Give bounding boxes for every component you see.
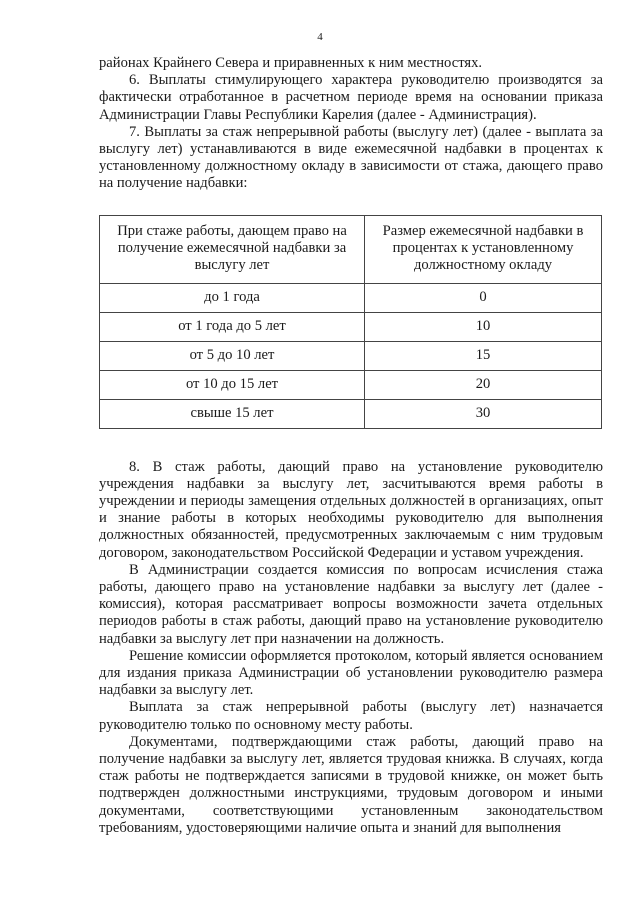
paragraph-main-workplace: Выплата за стаж непрерывной работы (выслугу лет) назначается руководителю только по основному месту работы. xyxy=(99,699,603,733)
paragraph-commission: В Администрации создается комиссия по вопросам исчисления стажа работы, дающего право на установление надбавки за выслугу лет (далее - комиссия), которая рассматривает вопросы возможности зачета отдельных периодов работы в стаж работы, дающий право на установление руководителю надбавки за выслугу лет при назначении на должность. xyxy=(99,561,603,647)
cell-percent: 30 xyxy=(365,399,602,428)
cell-period: от 5 до 10 лет xyxy=(100,341,365,370)
paragraph-documents: Документами, подтверждающими стаж работы, дающий право на получение надбавки за выслугу лет, является трудовая книжка. В случаях, когда стаж работы не подтверждается записями в трудовой книжке, он может быть подтвержден должностными инструкциями, трудовым договором и иными документами, соответствующими установленным законодательством требованиям, удостоверяющими наличие опыта и знаний для выполнения xyxy=(99,733,603,836)
cell-period: до 1 года xyxy=(100,283,365,312)
paragraph-8: 8. В стаж работы, дающий право на установление руководителю учреждения надбавки за выслугу лет, засчитываются время работы в учреждении и периоды замещения отдельных должностей в организациях, опыт и знание работы в которых необходимы руководителю для выполнения должностных обязанностей, предусмотренных заключаемым с ним трудовым договором, законодательством Российской Федерации и уставом учреждения. xyxy=(99,458,603,561)
table-row xyxy=(100,399,602,428)
table-row xyxy=(100,312,602,341)
header-seniority: При стаже работы, дающем право на получение ежемесячной надбавки за выслугу лет xyxy=(100,215,365,283)
table-row xyxy=(100,283,602,312)
page-number: 4 xyxy=(317,31,323,43)
paragraph-6: 6. Выплаты стимулирующего характера руководителю производятся за фактически отработанное в расчетном периоде время на основании приказа Администрации Главы Республики Карелия (далее - Администрация). xyxy=(99,72,603,123)
seniority-bonus-table xyxy=(99,215,602,429)
paragraph-decision: Решение комиссии оформляется протоколом, который является основанием для издания приказа Администрации об установлении руководителю размера надбавки за выслугу лет. xyxy=(99,647,603,699)
table-header-row xyxy=(100,215,602,283)
paragraph-continuation: районах Крайнего Севера и приравненных к ним местностях. xyxy=(99,55,483,71)
cell-period: от 1 года до 5 лет xyxy=(100,312,365,341)
cell-percent: 0 xyxy=(365,283,602,312)
cell-percent: 20 xyxy=(365,370,602,399)
table-row xyxy=(100,370,602,399)
cell-period: свыше 15 лет xyxy=(100,399,365,428)
table-row xyxy=(100,341,602,370)
paragraph-7: 7. Выплаты за стаж непрерывной работы (выслугу лет) (далее - выплата за выслугу лет) устанавливаются в виде ежемесячной надбавки в процентах к установленному должностному окладу в зависимости от стажа, дающего право на получение надбавки: xyxy=(99,123,603,192)
header-bonus-size: Размер ежемесячной надбавки в процентах к установленному должностному окладу xyxy=(365,215,602,283)
document-body xyxy=(99,55,603,837)
cell-percent: 15 xyxy=(365,341,602,370)
cell-period: от 10 до 15 лет xyxy=(100,370,365,399)
cell-percent: 10 xyxy=(365,312,602,341)
